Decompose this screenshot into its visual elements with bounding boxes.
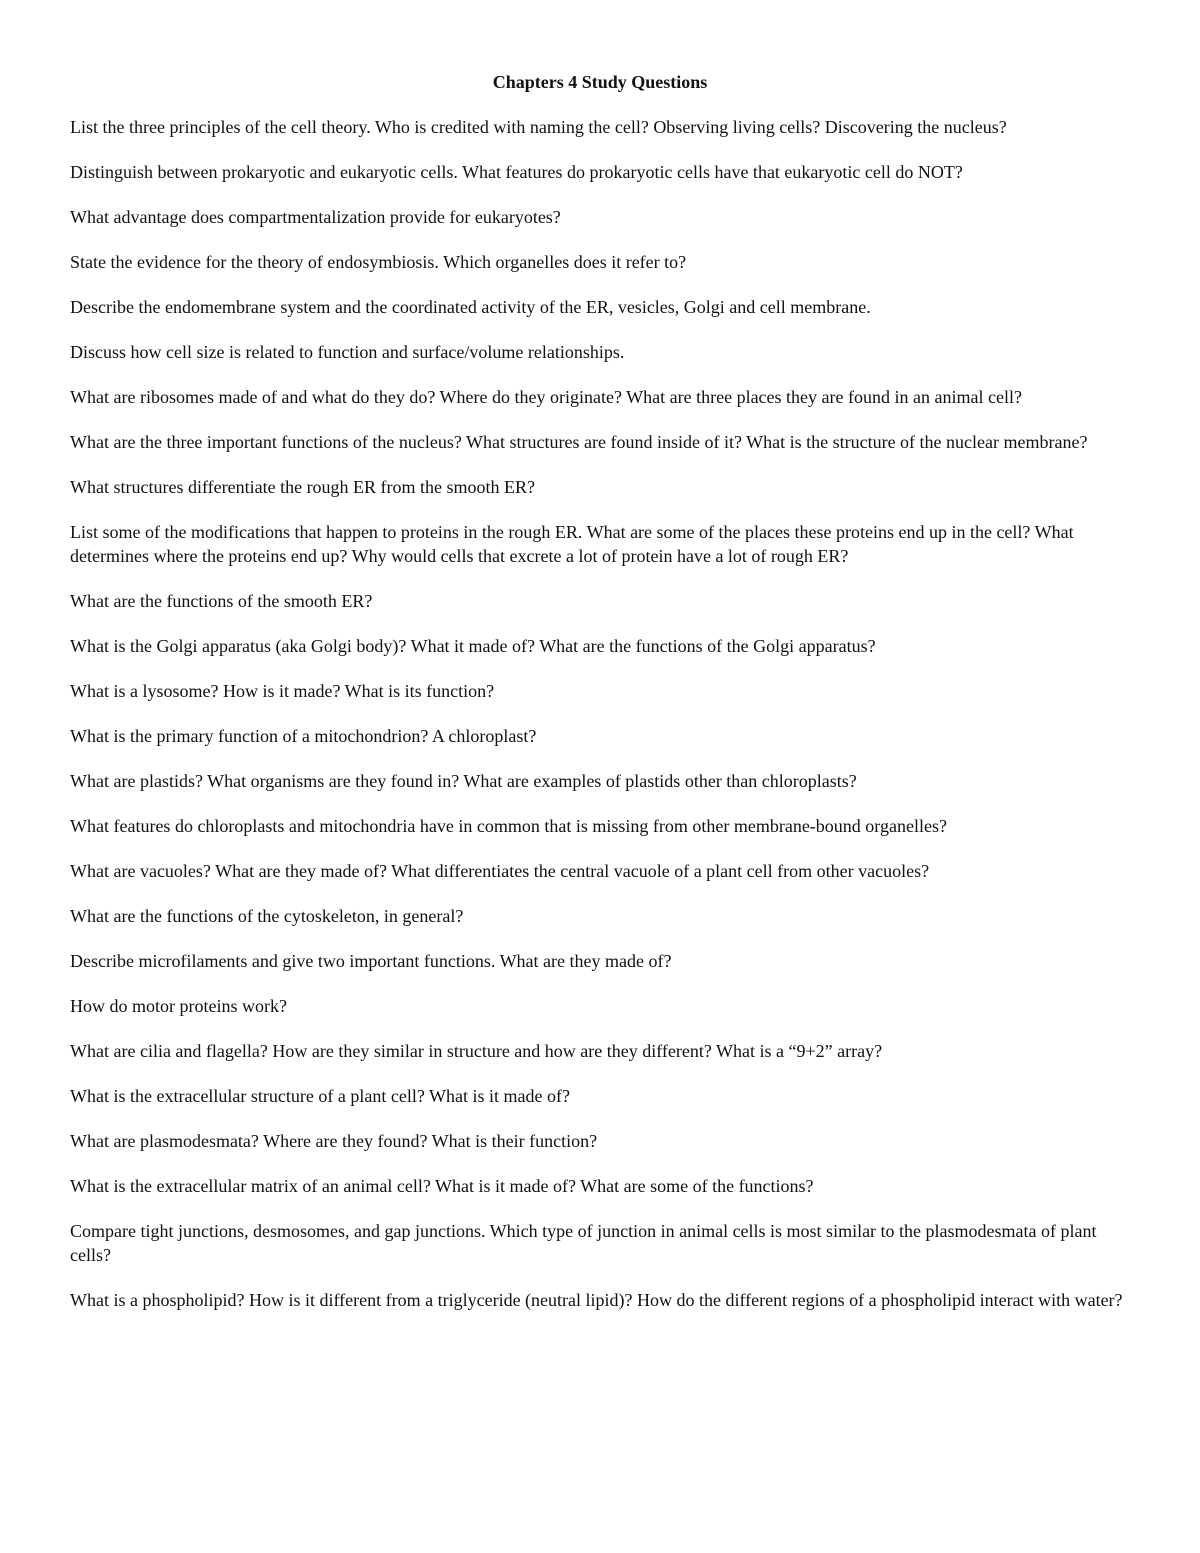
question-item: Describe the endomembrane system and the coordinated activity of the ER, vesicles, Golgi and cell membrane. [70, 297, 871, 317]
question-item: What are plasmodesmata? Where are they found? What is their function? [70, 1131, 598, 1151]
question-item: What are vacuoles? What are they made of? What differentiates the central vacuole of a plant cell from other vacuoles? [70, 861, 930, 881]
question-list [70, 115, 1135, 1333]
question-item: What features do chloroplasts and mitochondria have in common that is missing from other membrane-bound organelles? [70, 816, 947, 836]
question-item: What is a phospholipid? How is it different from a triglyceride (neutral lipid)? How do the different regions of a phospholipid interact with water? [70, 1290, 1123, 1310]
question-item: Compare tight junctions, desmosomes, and gap junctions. Which type of junction in animal cells is most similar to the plasmodesmata of plant cells? [70, 1221, 1097, 1265]
question-item: What is a lysosome? How is it made? What is its function? [70, 681, 495, 701]
question-item: What are cilia and flagella? How are they similar in structure and how are they different? What is a “9+2” array? [70, 1041, 883, 1061]
question-item: List some of the modifications that happen to proteins in the rough ER. What are some of the places these proteins end up in the cell? What determines where the proteins end up? Why would cells that excrete a lot of protein have a lot of rough ER? [70, 522, 1074, 566]
question-item: Discuss how cell size is related to function and surface/volume relationships. [70, 342, 625, 362]
question-item: Distinguish between prokaryotic and eukaryotic cells. What features do prokaryotic cells have that eukaryotic cell do NOT? [70, 162, 963, 182]
question-item: What are ribosomes made of and what do they do? Where do they originate? What are three places they are found in an animal cell? [70, 387, 1022, 407]
question-item: How do motor proteins work? [70, 996, 287, 1016]
question-item: Describe microfilaments and give two important functions. What are they made of? [70, 951, 672, 971]
question-item: List the three principles of the cell theory. Who is credited with naming the cell? Observing living cells? Discovering the nucleus? [70, 117, 1007, 137]
question-item: What are the three important functions of the nucleus? What structures are found inside of it? What is the structure of the nuclear membrane? [70, 432, 1088, 452]
question-item: What structures differentiate the rough ER from the smooth ER? [70, 477, 536, 497]
question-item: What is the extracellular structure of a plant cell? What is it made of? [70, 1086, 570, 1106]
question-item: What are the functions of the cytoskeleton, in general? [70, 906, 464, 926]
question-item: What advantage does compartmentalization provide for eukaryotes? [70, 207, 561, 227]
question-item: What is the extracellular matrix of an animal cell? What is it made of? What are some of the functions? [70, 1176, 814, 1196]
page-title: Chapters 4 Study Questions [492, 72, 708, 92]
question-item: What is the primary function of a mitochondrion? A chloroplast? [70, 726, 537, 746]
question-item: What is the Golgi apparatus (aka Golgi body)? What it made of? What are the functions of the Golgi apparatus? [70, 636, 876, 656]
question-item: State the evidence for the theory of endosymbiosis. Which organelles does it refer to? [70, 252, 687, 272]
question-item: What are plastids? What organisms are they found in? What are examples of plastids other than chloroplasts? [70, 771, 857, 791]
question-item: What are the functions of the smooth ER? [70, 591, 373, 611]
